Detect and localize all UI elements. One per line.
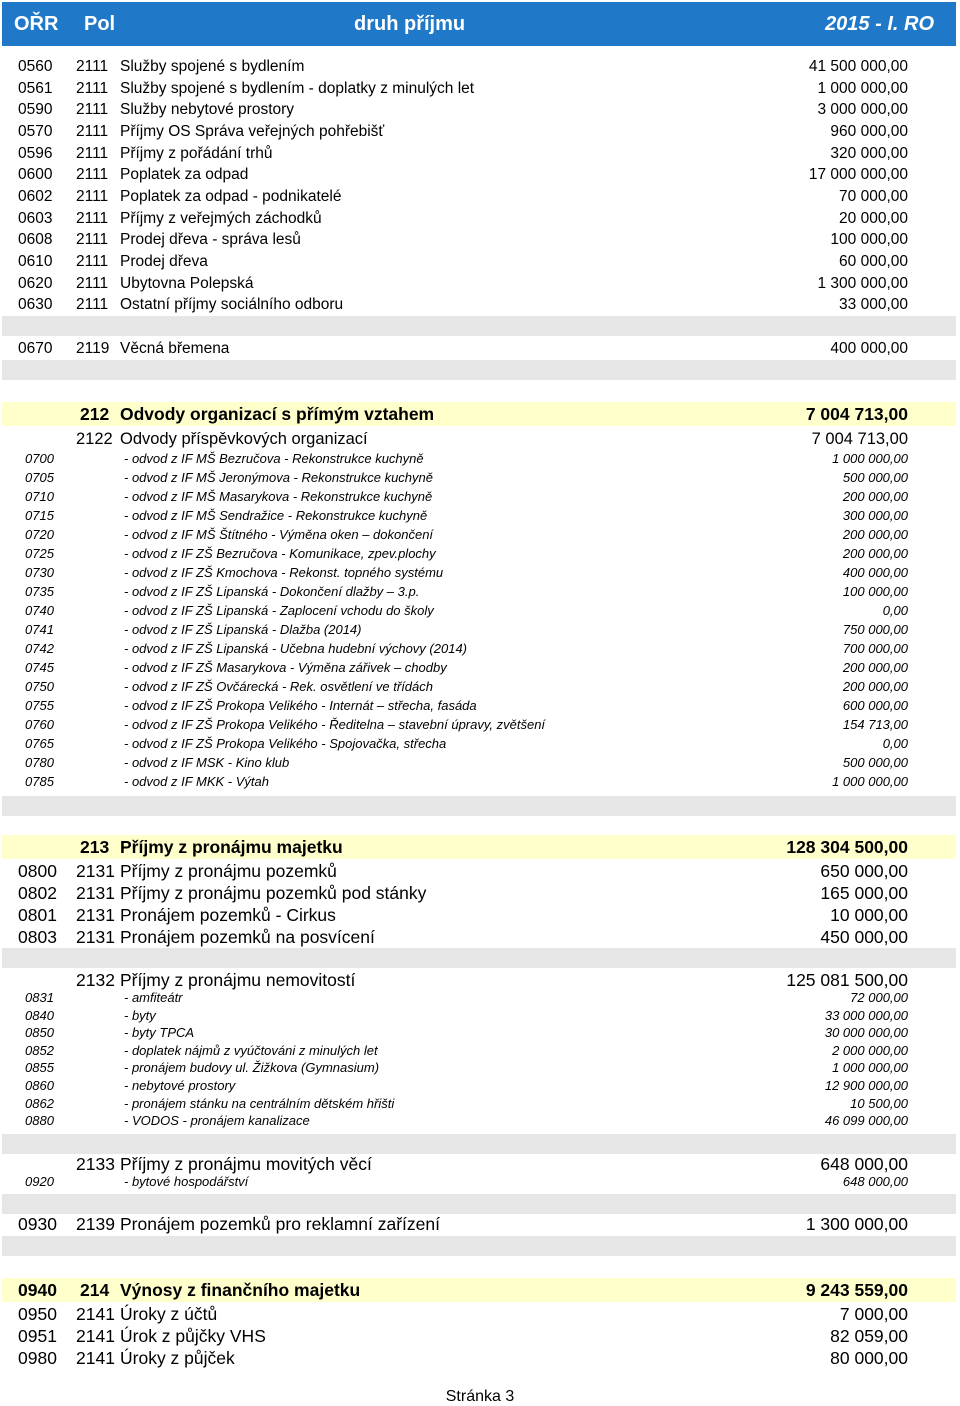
row-pol: 2111 xyxy=(76,145,109,162)
row-amount: 1 300 000,00 xyxy=(805,1214,908,1234)
table-row xyxy=(0,544,960,563)
row-orr: 0742 xyxy=(25,641,54,656)
row-orr: 0980 xyxy=(18,1348,57,1368)
row-amount: 200 000,00 xyxy=(842,489,908,504)
row-pol: 2131 xyxy=(76,905,115,925)
row-pol: 2111 xyxy=(76,275,109,292)
section-pol: 214 xyxy=(80,1280,110,1300)
row-amount: 165 000,00 xyxy=(820,883,908,903)
row-text: Příjmy z veřejmých záchodků xyxy=(120,210,322,227)
row-orr: 0802 xyxy=(18,883,57,903)
table-row xyxy=(0,1041,960,1060)
row-orr: 0801 xyxy=(18,905,57,925)
row-text: - byty TPCA xyxy=(124,1025,195,1041)
table-row xyxy=(0,925,960,949)
row-text: - odvod z IF ZŠ Lipanská - Učebna hudební výchovy (2014) xyxy=(124,641,468,656)
row-amount: 400 000,00 xyxy=(830,340,908,357)
row-orr: 0855 xyxy=(25,1060,54,1076)
row-pol: 2131 xyxy=(76,861,115,881)
row-orr: 0930 xyxy=(18,1214,57,1234)
row-orr: 0610 xyxy=(18,253,53,270)
row-pol: 2111 xyxy=(76,188,109,205)
table-row xyxy=(0,1058,960,1077)
row-text: Příjmy OS Správa veřejných pohřebišť xyxy=(120,123,385,140)
table-row xyxy=(0,229,960,251)
row-orr: 0735 xyxy=(25,584,54,599)
subsection-pol: 2133 xyxy=(76,1154,115,1174)
row-amount: 400 000,00 xyxy=(842,565,908,580)
row-orr: 0852 xyxy=(25,1042,54,1058)
table-row xyxy=(0,449,960,468)
row-orr: 0725 xyxy=(25,546,54,561)
row-orr: 0860 xyxy=(25,1078,54,1093)
row-orr: 0780 xyxy=(25,755,54,770)
row-pol: 2111 xyxy=(76,80,109,97)
row-amount: 80 000,00 xyxy=(830,1348,908,1368)
table-header xyxy=(2,2,956,46)
table-row xyxy=(0,56,960,78)
table-row xyxy=(0,582,960,601)
row-amount: 2 000 000,00 xyxy=(832,1042,908,1058)
row-amount: 1 000 000,00 xyxy=(832,451,908,466)
row-orr: 0715 xyxy=(25,508,54,523)
row-amount: 30 000 000,00 xyxy=(824,1025,908,1041)
table-row xyxy=(0,1094,960,1113)
row-amount: 750 000,00 xyxy=(842,622,908,637)
row-orr: 0803 xyxy=(18,927,57,947)
row-amount: 3 000 000,00 xyxy=(817,101,908,118)
row-text: Poplatek za odpad xyxy=(120,166,249,183)
table-row xyxy=(0,988,960,1007)
row-orr: 0603 xyxy=(18,210,53,227)
table-row xyxy=(0,563,960,582)
table-row xyxy=(0,620,960,639)
row-orr: 0720 xyxy=(25,527,54,542)
row-amount: 0,00 xyxy=(882,736,908,751)
row-text: Příjmy z pronájmu pozemků xyxy=(120,861,337,881)
separator xyxy=(2,316,956,336)
row-orr: 0730 xyxy=(25,565,54,580)
row-amount: 960 000,00 xyxy=(830,123,908,140)
row-amount: 154 713,00 xyxy=(842,717,908,732)
row-amount: 1 000 000,00 xyxy=(832,774,908,789)
row-orr: 0600 xyxy=(18,166,53,183)
row-text: Příjmy z pořádání trhů xyxy=(120,145,273,162)
row-text: - pronájem stánku na centrálním dětském hřišti xyxy=(124,1095,395,1111)
table-row xyxy=(0,677,960,696)
table-row xyxy=(0,1302,960,1326)
table-row xyxy=(0,208,960,230)
subsection-amount: 648 000,00 xyxy=(820,1154,908,1174)
table-row xyxy=(0,99,960,121)
row-orr: 0608 xyxy=(18,231,53,248)
row-amount: 1 000 000,00 xyxy=(832,1060,908,1076)
table-row xyxy=(0,753,960,772)
row-amount: 500 000,00 xyxy=(842,755,908,770)
table-row xyxy=(0,1324,960,1348)
row-amount: 7 000,00 xyxy=(839,1304,908,1324)
row-orr: 0850 xyxy=(25,1025,54,1041)
table-row xyxy=(0,186,960,208)
row-text: - byty xyxy=(124,1007,156,1023)
row-text: Poplatek za odpad - podnikatelé xyxy=(120,188,342,205)
row-text: - odvod z IF ZŠ Bezručova - Komunikace, zpev.plochy xyxy=(124,546,436,561)
row-amount: 100 000,00 xyxy=(842,584,908,599)
subsection-pol: 2122 xyxy=(76,430,113,448)
row-amount: 33 000 000,00 xyxy=(824,1007,908,1023)
row-amount: 200 000,00 xyxy=(842,660,908,675)
section-row xyxy=(0,402,960,426)
section-pol: 212 xyxy=(80,404,110,424)
row-orr: 0596 xyxy=(18,145,53,162)
section-text: Příjmy z pronájmu majetku xyxy=(120,837,343,857)
row-amount: 450 000,00 xyxy=(820,927,908,947)
table-row xyxy=(0,601,960,620)
row-orr: 0840 xyxy=(25,1007,54,1023)
row-text: - odvod z IF MŠ Štítného - Výměna oken – dokončení xyxy=(124,527,434,542)
row-pol: 2131 xyxy=(76,883,115,903)
row-orr: 0670 xyxy=(18,340,53,357)
table-row xyxy=(0,859,960,883)
row-pol: 2111 xyxy=(76,166,109,183)
row-text: - odvod z IF ZŠ Prokopa Velikého - Internát – střecha, fasáda xyxy=(124,698,477,713)
table-row xyxy=(0,294,960,316)
row-amount: 200 000,00 xyxy=(842,527,908,542)
separator xyxy=(2,796,956,816)
row-amount: 33 000,00 xyxy=(839,296,908,313)
row-amount: 700 000,00 xyxy=(842,641,908,656)
row-text: Služby spojené s bydlením - doplatky z minulých let xyxy=(120,80,475,97)
table-row xyxy=(0,696,960,715)
row-pol: 2131 xyxy=(76,927,115,947)
row-amount: 17 000 000,00 xyxy=(808,166,908,183)
row-amount: 1 000 000,00 xyxy=(817,80,908,97)
row-pol: 2119 xyxy=(76,340,110,357)
row-text: Úroky z půjček xyxy=(120,1348,235,1368)
row-amount: 1 300 000,00 xyxy=(817,275,908,292)
row-text: - doplatek nájmů z vyúčtováni z minulých let xyxy=(124,1042,378,1058)
row-orr: 0700 xyxy=(25,451,54,466)
row-orr: 0950 xyxy=(18,1304,57,1324)
table-row xyxy=(0,487,960,506)
row-text: - odvod z IF ZŠ Masarykova - Výměna zářivek – chodby xyxy=(124,660,447,675)
row-text: Pronájem pozemků na posvícení xyxy=(120,927,375,947)
section-pol: 213 xyxy=(80,837,110,857)
row-text: Prodej dřeva xyxy=(120,253,208,270)
section-orr: 0940 xyxy=(18,1280,57,1300)
row-text: - odvod z IF ZŠ Prokopa Velikého - Ředitelna – stavební úpravy, zvětšení xyxy=(124,717,546,732)
section-text: Odvody organizací s přímým vztahem xyxy=(120,404,435,424)
table-row xyxy=(0,1006,960,1025)
row-orr: 0765 xyxy=(25,736,54,751)
row-orr: 0785 xyxy=(25,774,54,789)
row-amount: 82 059,00 xyxy=(830,1326,908,1346)
row-orr: 0602 xyxy=(18,188,53,205)
row-text: - odvod z IF MŠ Sendražice - Rekonstrukce kuchyně xyxy=(124,508,428,523)
row-text: Příjmy z pronájmu pozemků pod stánky xyxy=(120,883,427,903)
table-row xyxy=(0,639,960,658)
section-row xyxy=(0,835,960,859)
row-text: - odvod z IF MSK - Kino klub xyxy=(124,755,290,770)
row-amount: 20 000,00 xyxy=(839,210,908,227)
row-orr: 0760 xyxy=(25,717,54,732)
row-text: - odvod z IF MKK - Výtah xyxy=(124,774,269,789)
row-orr: 0745 xyxy=(25,660,54,675)
row-amount: 46 099 000,00 xyxy=(824,1113,908,1129)
row-orr: 0741 xyxy=(25,622,54,637)
subsection-text: Příjmy z pronájmu movitých věcí xyxy=(120,1154,372,1174)
row-pol: 2139 xyxy=(76,1214,115,1234)
table-row xyxy=(0,658,960,677)
row-text: Pronájem pozemků pro reklamní zařízení xyxy=(120,1214,440,1234)
separator xyxy=(2,1134,956,1154)
row-text: Ubytovna Polepská xyxy=(120,275,254,292)
row-text: - odvod z IF ZŠ Lipanská - Zaplocení vchodu do školy xyxy=(124,603,434,618)
row-amount: 600 000,00 xyxy=(842,698,908,713)
row-amount: 500 000,00 xyxy=(842,470,908,485)
row-amount: 650 000,00 xyxy=(820,861,908,881)
row-text: - pronájem budovy ul. Žižkova (Gymnasium) xyxy=(124,1060,380,1076)
row-text: Pronájem pozemků - Cirkus xyxy=(120,905,336,925)
separator xyxy=(2,1194,956,1214)
row-amount: 10 000,00 xyxy=(830,905,908,925)
section-amount: 7 004 713,00 xyxy=(805,404,908,424)
row-orr: 0630 xyxy=(18,296,53,313)
table-row xyxy=(0,121,960,143)
row-pol: 2141 xyxy=(76,1348,115,1368)
table-row xyxy=(0,903,960,927)
row-orr: 0750 xyxy=(25,679,54,694)
row-pol: 2111 xyxy=(76,58,109,75)
header-orr: OŘR xyxy=(14,13,59,35)
row-amount: 60 000,00 xyxy=(839,253,908,270)
row-text: - odvod z IF MŠ Bezručova - Rekonstrukce kuchyně xyxy=(124,451,424,466)
row-amount: 200 000,00 xyxy=(842,546,908,561)
table-row xyxy=(0,1172,960,1191)
row-text: Služby nebytové prostory xyxy=(120,101,295,118)
table-row xyxy=(0,715,960,734)
row-pol: 2111 xyxy=(76,210,109,227)
row-amount: 100 000,00 xyxy=(830,231,908,248)
table-row xyxy=(0,506,960,525)
row-text: - nebytové prostory xyxy=(124,1078,236,1093)
table-row xyxy=(0,1346,960,1370)
separator xyxy=(2,948,956,968)
row-orr: 0710 xyxy=(25,489,54,504)
row-text: Úroky z účtů xyxy=(120,1304,218,1324)
row-text: - odvod z IF ZŠ Prokopa Velikého - Spojovačka, střecha xyxy=(124,736,447,751)
row-orr: 0590 xyxy=(18,101,53,118)
header-druh: druh příjmu xyxy=(354,13,466,35)
table-row xyxy=(0,1076,960,1095)
row-pol: 2111 xyxy=(76,123,109,140)
table-row xyxy=(0,338,960,360)
row-orr: 0570 xyxy=(18,123,53,140)
row-orr: 0705 xyxy=(25,470,54,485)
table-row xyxy=(0,734,960,753)
row-text: - odvod z IF ZŠ Kmochova - Rekonst. topného systému xyxy=(124,565,444,580)
row-orr: 0862 xyxy=(25,1095,54,1111)
row-text: - amfiteátr xyxy=(124,990,183,1005)
table-row xyxy=(0,273,960,295)
table-row xyxy=(0,164,960,186)
table-row xyxy=(0,78,960,100)
row-pol: 2111 xyxy=(76,296,109,313)
row-orr: 0560 xyxy=(18,58,53,75)
table-row xyxy=(0,1212,960,1236)
row-text: - bytové hospodářství xyxy=(124,1174,249,1189)
separator xyxy=(2,1236,956,1256)
row-text: - odvod z IF MŠ Jeronýmova - Rekonstrukce kuchyně xyxy=(124,470,433,485)
row-text: - odvod z IF ZŠ Lipanská - Dlažba (2014) xyxy=(124,622,362,637)
table-row xyxy=(0,881,960,905)
row-amount: 0,00 xyxy=(882,603,908,618)
row-text: Ostatní příjmy sociálního odboru xyxy=(120,296,344,313)
row-pol: 2141 xyxy=(76,1326,115,1346)
row-pol: 2111 xyxy=(76,231,109,248)
table-row xyxy=(0,251,960,273)
table-row xyxy=(0,772,960,791)
row-text: - odvod z IF MŠ Masarykova - Rekonstrukce kuchyně xyxy=(124,489,433,504)
table-row xyxy=(0,1023,960,1042)
row-amount: 10 500,00 xyxy=(850,1095,908,1111)
table-row xyxy=(0,1111,960,1130)
table-row xyxy=(0,525,960,544)
row-text: Služby spojené s bydlením xyxy=(120,58,305,75)
row-orr: 0920 xyxy=(25,1174,54,1189)
subsection-text: Odvody příspěvkových organizací xyxy=(120,430,368,448)
header-rok: 2015 - I. RO xyxy=(825,13,934,35)
row-text: - VODOS - pronájem kanalizace xyxy=(124,1113,310,1129)
section-text: Výnosy z finančního majetku xyxy=(120,1280,361,1300)
row-pol: 2111 xyxy=(76,101,109,118)
row-amount: 648 000,00 xyxy=(842,1174,908,1189)
row-orr: 0831 xyxy=(25,990,54,1005)
row-amount: 72 000,00 xyxy=(850,990,908,1005)
subsection-amount: 7 004 713,00 xyxy=(811,430,908,448)
row-amount: 200 000,00 xyxy=(842,679,908,694)
section-amount: 9 243 559,00 xyxy=(805,1280,908,1300)
row-amount: 12 900 000,00 xyxy=(824,1078,908,1093)
row-text: - odvod z IF ZŠ Ovčárecká - Rek. osvětlení ve třídách xyxy=(124,679,433,694)
row-orr: 0951 xyxy=(18,1326,57,1346)
row-text: Prodej dřeva - správa lesů xyxy=(120,231,301,248)
row-amount: 320 000,00 xyxy=(830,145,908,162)
section-row xyxy=(0,1278,960,1302)
row-orr: 0740 xyxy=(25,603,54,618)
separator xyxy=(2,360,956,380)
row-orr: 0880 xyxy=(25,1113,54,1129)
subsection-pol: 2132 xyxy=(76,970,115,990)
row-amount: 41 500 000,00 xyxy=(808,58,908,75)
row-orr: 0800 xyxy=(18,861,57,881)
row-text: - odvod z IF ZŠ Lipanská - Dokončení dlažby – 3.p. xyxy=(124,584,420,599)
header-pol: Pol xyxy=(84,13,116,35)
row-orr: 0755 xyxy=(25,698,54,713)
row-orr: 0561 xyxy=(18,80,53,97)
page-number: Stránka 3 xyxy=(445,1388,515,1405)
row-pol: 2141 xyxy=(76,1304,115,1324)
section-amount: 128 304 500,00 xyxy=(786,837,908,857)
row-amount: 300 000,00 xyxy=(842,508,908,523)
row-pol: 2111 xyxy=(76,253,109,270)
subsection-text: Příjmy z pronájmu nemovitostí xyxy=(120,970,356,990)
table-row xyxy=(0,143,960,165)
row-amount: 70 000,00 xyxy=(839,188,908,205)
row-text: Věcná břemena xyxy=(120,340,230,357)
row-orr: 0620 xyxy=(18,275,53,292)
row-text: Úrok z půjčky VHS xyxy=(120,1326,266,1346)
table-row xyxy=(0,468,960,487)
subsection-amount: 125 081 500,00 xyxy=(786,970,908,990)
subsection-row xyxy=(0,427,960,451)
